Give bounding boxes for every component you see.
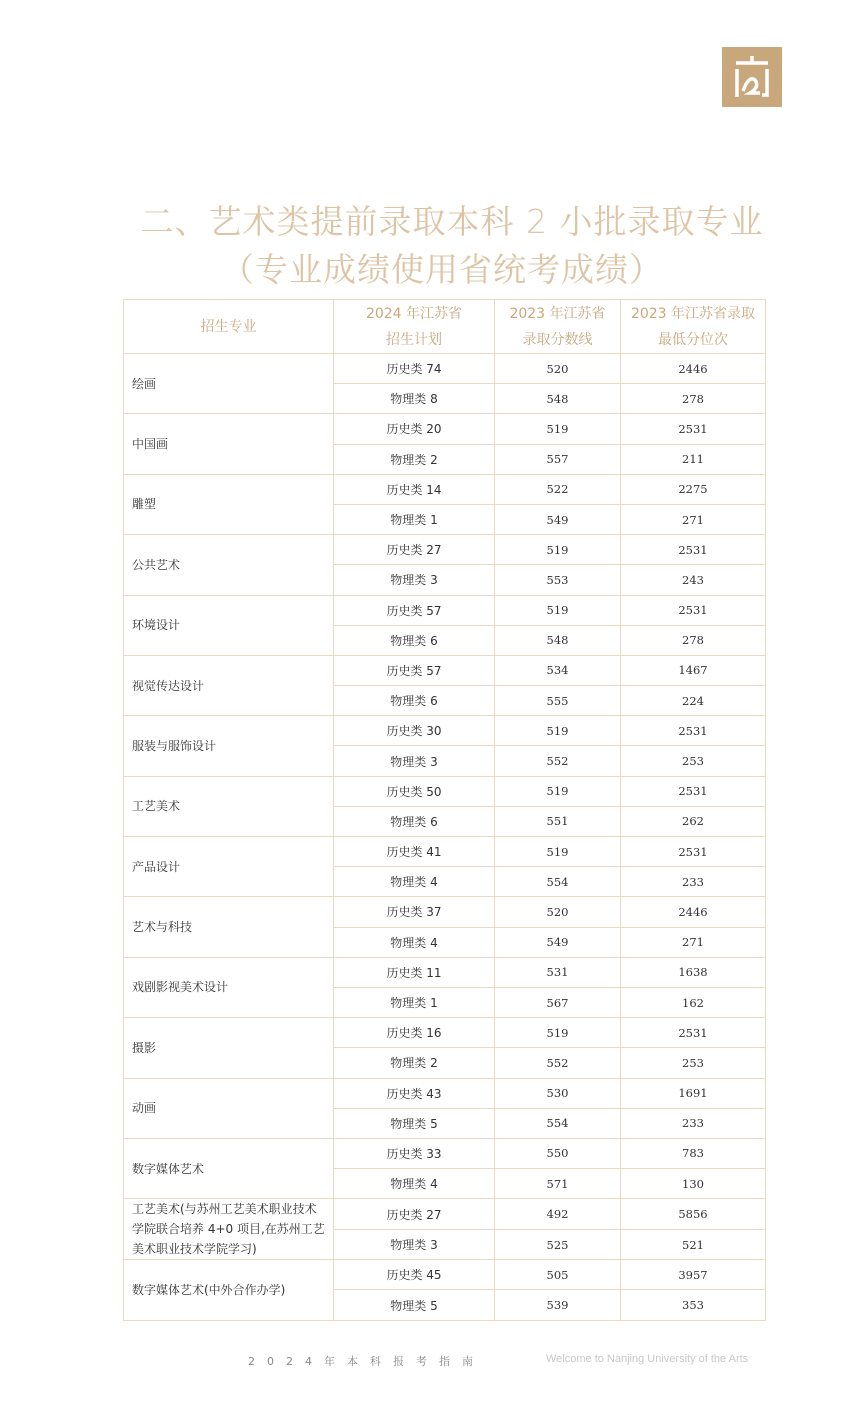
min-rank: 2446: [621, 354, 766, 384]
admission-score: 553: [495, 565, 621, 595]
enrollment-plan: 物理类 4: [334, 1169, 495, 1199]
table-row: [124, 354, 766, 384]
column-header-line: 招生计划: [386, 331, 442, 348]
enrollment-plan: 历史类 50: [334, 776, 495, 806]
table-row: [124, 1078, 766, 1108]
admission-score: 548: [495, 625, 621, 655]
enrollment-plan: 历史类 57: [334, 595, 495, 625]
min-rank: 2446: [621, 897, 766, 927]
column-header-line: 招生专业: [200, 318, 257, 335]
enrollment-plan: 历史类 43: [334, 1078, 495, 1108]
page-subtitle: （专业成绩使用省统考成绩）: [221, 250, 663, 289]
table-row: [124, 837, 766, 867]
column-header-line: 最低分位次: [658, 331, 728, 348]
enrollment-plan: 物理类 5: [334, 1290, 495, 1320]
major-name: 产品设计: [124, 837, 334, 897]
min-rank: 2531: [621, 776, 766, 806]
admission-score: 539: [495, 1290, 621, 1320]
min-rank: 130: [621, 1169, 766, 1199]
enrollment-plan: 物理类 1: [334, 504, 495, 534]
min-rank: 2531: [621, 837, 766, 867]
enrollment-plan: 历史类 74: [334, 354, 495, 384]
major-name: 绘画: [124, 354, 334, 414]
admission-score: 519: [495, 716, 621, 746]
enrollment-plan: 物理类 2: [334, 444, 495, 474]
enrollment-plan: 历史类 27: [334, 535, 495, 565]
enrollment-plan: 物理类 2: [334, 1048, 495, 1078]
admission-score: 554: [495, 867, 621, 897]
min-rank: 162: [621, 987, 766, 1017]
min-rank: 278: [621, 625, 766, 655]
footer-welcome: Welcome to Nanjing University of the Arts: [546, 1353, 749, 1365]
admission-score: 522: [495, 474, 621, 504]
admission-score: 552: [495, 746, 621, 776]
major-name: 环境设计: [124, 595, 334, 655]
admission-score: 519: [495, 837, 621, 867]
admission-score: 534: [495, 655, 621, 685]
min-rank: 233: [621, 867, 766, 897]
column-header-line: 2023 年江苏省录取: [630, 305, 756, 322]
admission-score: 505: [495, 1260, 621, 1290]
enrollment-plan: 历史类 41: [334, 837, 495, 867]
enrollment-plan: 物理类 4: [334, 927, 495, 957]
table-row: [124, 776, 766, 806]
admission-score: 530: [495, 1078, 621, 1108]
major-name: 公共艺术: [124, 535, 334, 595]
table-row: [124, 716, 766, 746]
enrollment-plan: 历史类 14: [334, 474, 495, 504]
min-rank: 278: [621, 384, 766, 414]
min-rank: 2531: [621, 716, 766, 746]
table-row: [124, 595, 766, 625]
table-row: [124, 414, 766, 444]
enrollment-plan: 历史类 45: [334, 1260, 495, 1290]
enrollment-plan: 历史类 27: [334, 1199, 495, 1230]
major-name: 戏剧影视美术设计: [124, 957, 334, 1017]
enrollment-plan: 历史类 11: [334, 957, 495, 987]
min-rank: 1467: [621, 655, 766, 685]
admission-score: 525: [495, 1229, 621, 1260]
major-name: 中国画: [124, 414, 334, 474]
footer-guide-title: 2024年本科报考指南: [248, 1355, 485, 1368]
admission-score: 519: [495, 414, 621, 444]
min-rank: 211: [621, 444, 766, 474]
min-rank: 233: [621, 1108, 766, 1138]
table-header-row: [124, 300, 766, 354]
table-row: [124, 1018, 766, 1048]
admission-score: 549: [495, 927, 621, 957]
column-header: [124, 300, 334, 354]
enrollment-plan: 历史类 57: [334, 655, 495, 685]
major-name: 数字媒体艺术(中外合作办学): [124, 1260, 334, 1320]
major-name: 工艺美术(与苏州工艺美术职业技术学院联合培养 4+0 项目,在苏州工艺美术职业技术学院学习): [124, 1199, 334, 1260]
min-rank: 253: [621, 746, 766, 776]
enrollment-plan: 物理类 4: [334, 867, 495, 897]
min-rank: 2531: [621, 595, 766, 625]
min-rank: 353: [621, 1290, 766, 1320]
admission-score: 519: [495, 1018, 621, 1048]
major-name: 数字媒体艺术: [124, 1138, 334, 1198]
admission-score: 520: [495, 354, 621, 384]
min-rank: 224: [621, 686, 766, 716]
table-row: [124, 1199, 766, 1230]
major-name: 动画: [124, 1078, 334, 1138]
enrollment-plan: 历史类 30: [334, 716, 495, 746]
min-rank: 2531: [621, 1018, 766, 1048]
admission-score: 550: [495, 1138, 621, 1168]
major-name: 视觉传达设计: [124, 655, 334, 715]
min-rank: 2531: [621, 414, 766, 444]
enrollment-plan: 物理类 3: [334, 1229, 495, 1260]
admission-score: 519: [495, 595, 621, 625]
enrollment-plan: 物理类 8: [334, 384, 495, 414]
enrollment-plan: 历史类 33: [334, 1138, 495, 1168]
min-rank: 253: [621, 1048, 766, 1078]
enrollment-plan: 物理类 6: [334, 806, 495, 836]
enrollment-plan: 物理类 3: [334, 565, 495, 595]
admission-score: 552: [495, 1048, 621, 1078]
enrollment-plan: 物理类 6: [334, 625, 495, 655]
page-title: 二、艺术类提前录取本科 2 小批录取专业: [140, 202, 764, 241]
column-header: [621, 300, 766, 354]
table-row: [124, 1260, 766, 1290]
min-rank: 3957: [621, 1260, 766, 1290]
min-rank: 2275: [621, 474, 766, 504]
min-rank: 271: [621, 927, 766, 957]
min-rank: 1638: [621, 957, 766, 987]
table-row: [124, 1138, 766, 1168]
min-rank: 271: [621, 504, 766, 534]
table-row: [124, 897, 766, 927]
min-rank: 783: [621, 1138, 766, 1168]
min-rank: 2531: [621, 535, 766, 565]
table-row: [124, 957, 766, 987]
admission-score: 520: [495, 897, 621, 927]
column-header: [495, 300, 621, 354]
admission-score: 571: [495, 1169, 621, 1199]
min-rank: 262: [621, 806, 766, 836]
major-name: 服装与服饰设计: [124, 716, 334, 776]
enrollment-plan: 物理类 6: [334, 686, 495, 716]
enrollment-plan: 历史类 20: [334, 414, 495, 444]
table-row: [124, 535, 766, 565]
admission-score: 555: [495, 686, 621, 716]
column-header-line: 2024 年江苏省: [365, 305, 463, 322]
column-header-line: 录取分数线: [522, 331, 593, 348]
admission-score: 554: [495, 1108, 621, 1138]
admission-score: 557: [495, 444, 621, 474]
enrollment-plan: 物理类 3: [334, 746, 495, 776]
enrollment-plan: 物理类 5: [334, 1108, 495, 1138]
major-name: 摄影: [124, 1018, 334, 1078]
major-name: 工艺美术: [124, 776, 334, 836]
column-header-line: 2023 年江苏省: [509, 305, 606, 322]
min-rank: 1691: [621, 1078, 766, 1108]
university-logo: [722, 47, 782, 107]
min-rank: 243: [621, 565, 766, 595]
major-name: 艺术与科技: [124, 897, 334, 957]
admission-score: 549: [495, 504, 621, 534]
column-header: [334, 300, 495, 354]
admission-score: 548: [495, 384, 621, 414]
admission-score: 551: [495, 806, 621, 836]
major-name: 雕塑: [124, 474, 334, 534]
table-row: [124, 474, 766, 504]
admission-table: [123, 299, 766, 1321]
admission-score: 567: [495, 987, 621, 1017]
min-rank: 521: [621, 1229, 766, 1260]
enrollment-plan: 历史类 37: [334, 897, 495, 927]
admission-score: 519: [495, 776, 621, 806]
admission-score: 531: [495, 957, 621, 987]
admission-score: 519: [495, 535, 621, 565]
min-rank: 5856: [621, 1199, 766, 1230]
enrollment-plan: 历史类 16: [334, 1018, 495, 1048]
table-row: [124, 655, 766, 685]
admission-score: 492: [495, 1199, 621, 1230]
enrollment-plan: 物理类 1: [334, 987, 495, 1017]
